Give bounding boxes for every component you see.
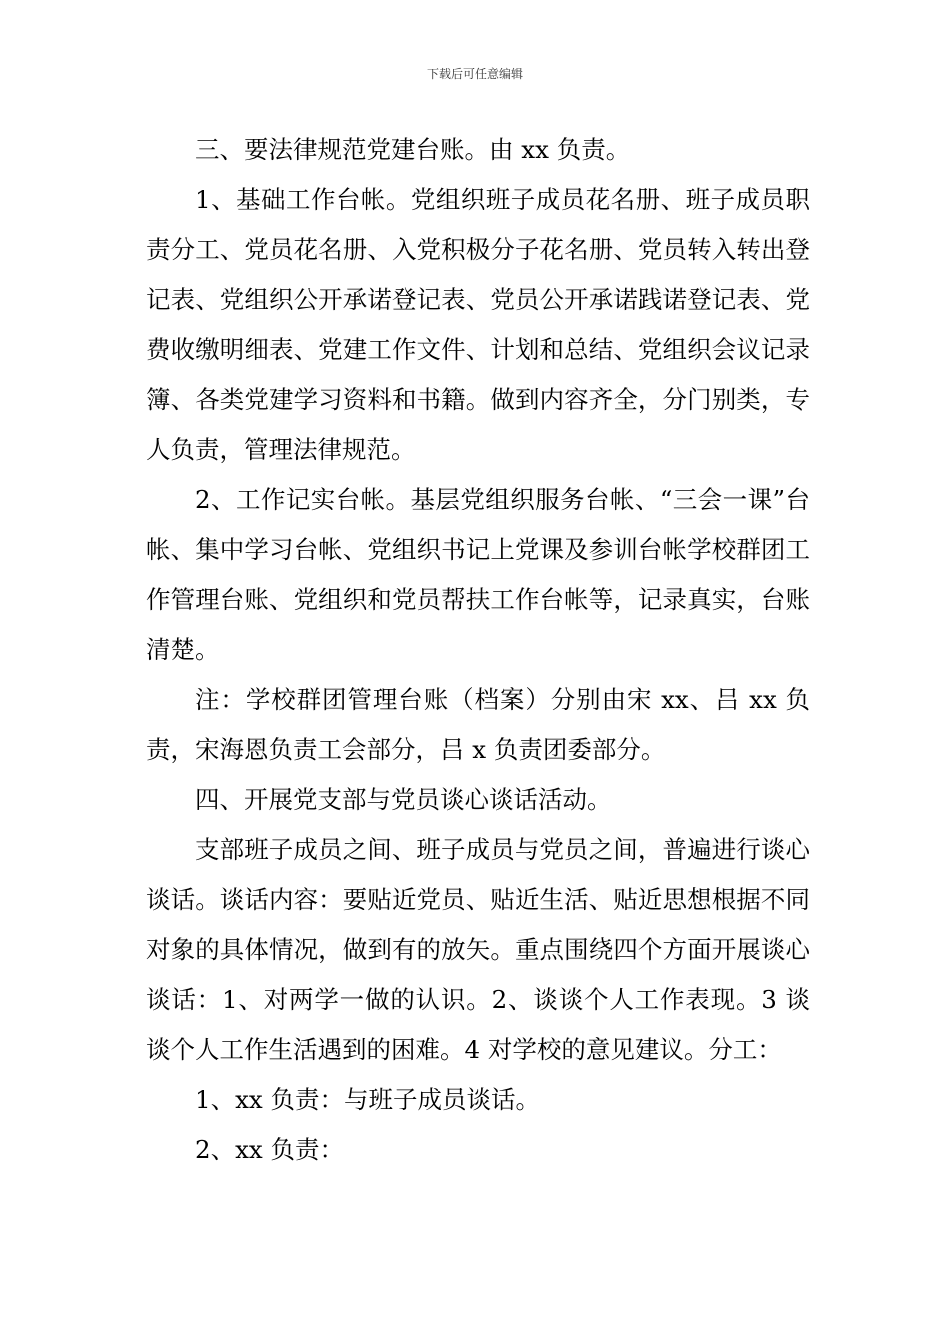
paragraph-basic-ledger: 1、基础工作台帐。党组织班子成员花名册、班子成员职责分工、党员花名册、入党积极分子花名册、党员转入转出登记表、党组织公开承诺登记表、党员公开承诺践诺登记表、党费收缴明细表、党建工作文件、计划和总结、党组织会议记录簿、各类党建学习资料和书籍。做到内容齐全，分门别类，专人负责，管理法律规范。 [146, 185, 810, 464]
paragraph-work-record-ledger: 2、工作记实台帐。基层党组织服务台帐、“三会一课”台帐、集中学习台帐、党组织书记上党课及参训台帐学校群团工作管理台账、党组织和党员帮扶工作台帐等，记录真实，台账清楚。 [146, 485, 810, 664]
paragraph-note: 注：学校群团管理台账（档案）分别由宋 xx、吕 xx 负责，宋海恩负责工会部分，吕 x 负责团委部分。 [146, 685, 810, 764]
paragraph-assignment-2: 2、xx 负责： [195, 1135, 345, 1164]
section-heading-ledger: 三、要法律规范党建台账。由 xx 负责。 [195, 135, 631, 164]
document-body [146, 125, 810, 1175]
paragraph-talks-content: 支部班子成员之间、班子成员与党员之间，普遍进行谈心谈话。谈话内容：要贴近党员、贴近生活、贴近思想根据不同对象的具体情况，做到有的放矢。重点围绕四个方面开展谈心谈话：1、对两学一做的认识。2、谈谈个人工作表现。3 谈谈个人工作生活遇到的困难。4 对学校的意见建议。分工： [146, 835, 810, 1064]
section-heading-talks: 四、开展党支部与党员谈心谈话活动。 [195, 785, 612, 814]
paragraph-assignment-1: 1、xx 负责：与班子成员谈话。 [195, 1085, 541, 1114]
page-header-note: 下载后可任意编辑 [426, 67, 523, 81]
